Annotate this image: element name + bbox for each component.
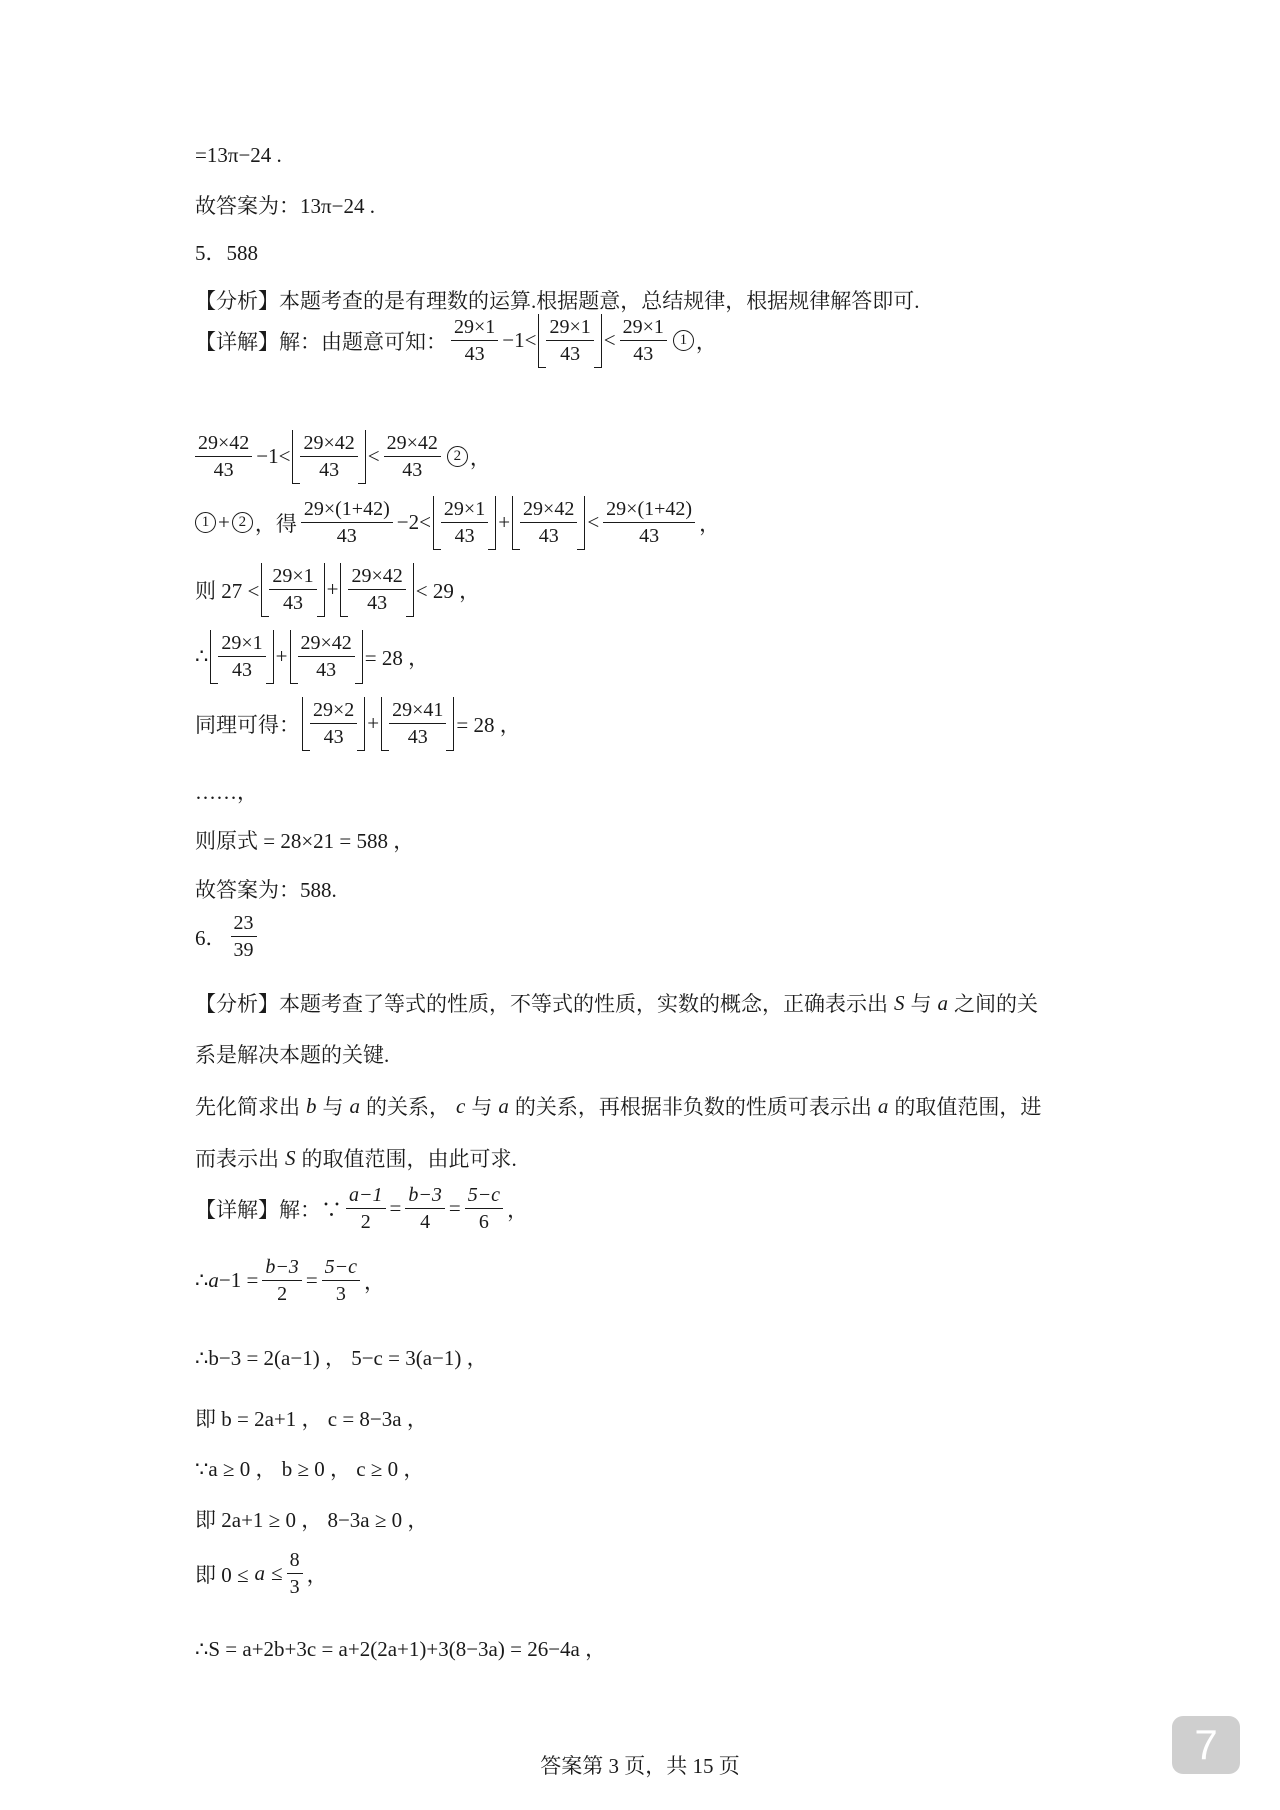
fraction: $\frac{29\times 1}{43}$ xyxy=(620,316,667,366)
problem-5-detail-line5: ∴ $\frac{29\times 1}{43}$ + $\frac{29\times 42}{43}$ = 28 ， xyxy=(195,630,429,684)
page-footer: 答案第 3 页，共 15 页 xyxy=(540,1754,740,1778)
fraction: $\frac{29\times(1+42)}{43}$ xyxy=(603,498,695,548)
floor-bracket: $\frac{29\times 1}{43}$ xyxy=(210,630,273,684)
fraction: $\frac{29\times 42}{43}$ xyxy=(384,432,441,482)
fraction: $\frac{23}{39}$ xyxy=(231,912,257,962)
floor-bracket: $\frac{29\times 1}{43}$ xyxy=(261,563,324,617)
floor-bracket: $\frac{29\times 42}{43}$ xyxy=(292,430,365,484)
problem-6-analysis-line2: 系是解决本题的关键. xyxy=(195,1043,390,1067)
floor-bracket: $\frac{29\times 1}{43}$ xyxy=(433,496,496,550)
floor-bracket: $\frac{29\times 42}{43}$ xyxy=(290,630,363,684)
problem-5-detail-line4: 则 27 < $\frac{29\times 1}{43}$ + $\frac{29\times 42}{43}$ < 29 ， xyxy=(195,563,480,617)
problem-5-result: 则原式 = 28×21 = 588 ， xyxy=(195,829,415,853)
problem-5-detail-line1: 【详解】解：由题意可知： $\frac{29\times 1}{43}$ −1< $\frac{29\times 1}{43}$ < $\frac{29\times 1}{43}$ 1 ， xyxy=(195,314,717,368)
problem-6-detail-line8: ∴S = a+2b+3c = a+2(2a+1)+3(8−3a) = 26−4a ， xyxy=(195,1637,607,1661)
problem-5-answer: 故答案为：588. xyxy=(195,878,337,902)
fraction: $\frac{29\times 1}{43}$ xyxy=(451,316,498,366)
floor-bracket: $\frac{29\times 41}{43}$ xyxy=(381,697,454,751)
problem-5-detail-line6: 同理可得： $\frac{29\times 2}{43}$ + $\frac{29\times 41}{43}$ = 28 ， xyxy=(195,697,521,751)
problem-6-detail-line7: 即 0 ≤ a ≤ $\frac{8}{3}$ ， xyxy=(195,1549,328,1599)
problem-6-detail-line3: ∴b−3 = 2(a−1) ， 5−c = 3(a−1) ， xyxy=(195,1346,488,1370)
problem-6-detail-line4: 即 b = 2a+1 ， c = 8−3a ， xyxy=(195,1407,428,1431)
problem-6-analysis-line3: 先化简求出 b 与 a 的关系， c 与 a 的关系，再根据非负数的性质可表示出 a 的取值范围，进 xyxy=(195,1093,1042,1119)
fraction: $\frac{8}{3}$ xyxy=(287,1549,303,1599)
fraction: $\frac{b-3}{4}$ xyxy=(405,1184,445,1234)
floor-bracket: $\frac{29\times 1}{43}$ xyxy=(538,314,601,368)
fraction: $\frac{5-c}{6}$ xyxy=(465,1184,503,1234)
problem-6-analysis-line4: 而表示出 S 的取值范围，由此可求. xyxy=(195,1145,517,1171)
problem-6-analysis-line1: 【分析】本题考查了等式的性质，不等式的性质，实数的概念，正确表示出 S 与 a 之间的关 xyxy=(195,990,1038,1016)
fraction: $\frac{5-c}{3}$ xyxy=(322,1256,360,1306)
problem-5-detail-line2: $\frac{29\times 42}{43}$ −1< $\frac{29\times 42}{43}$ < $\frac{29\times 42}{43}$ 2 ， xyxy=(195,430,491,484)
line-result: =13π−24 . xyxy=(195,143,282,167)
problem-6-heading: 6． $\frac{23}{39}$ xyxy=(195,912,261,962)
floor-bracket: $\frac{29\times 2}{43}$ xyxy=(302,697,365,751)
problem-5-detail-line3: 1 + 2 ，得 $\frac{29\times(1+42)}{43}$ −2< $\frac{29\times 1}{43}$ + $\frac{29\times 42}{43}$ < $\frac{29\times(1+42)}{43}$ ， xyxy=(195,496,720,550)
problem-6-detail-line1: 【详解】解：∵ $\frac{a-1}{2}$ = $\frac{b-3}{4}$ = $\frac{5-c}{6}$ ， xyxy=(195,1184,529,1234)
fraction: $\frac{29\times(1+42)}{43}$ xyxy=(301,498,393,548)
line-answer-4: 故答案为：13π−24 . xyxy=(195,194,375,218)
circled-number-2: 2 xyxy=(447,446,468,467)
problem-6-detail-line6: 即 2a+1 ≥ 0 ， 8−3a ≥ 0 ， xyxy=(195,1508,429,1532)
problem-5-ellipsis: ……， xyxy=(195,780,258,804)
floor-bracket: $\frac{29\times 42}{43}$ xyxy=(512,496,585,550)
circled-number-1: 1 xyxy=(673,330,694,351)
fraction: $\frac{a-1}{2}$ xyxy=(346,1184,386,1234)
problem-5-heading: 5．588 xyxy=(195,241,258,265)
fraction: $\frac{b-3}{2}$ xyxy=(262,1256,302,1306)
problem-5-analysis: 【分析】本题考查的是有理数的运算.根据题意，总结规律，根据规律解答即可. xyxy=(195,289,920,313)
fraction: $\frac{29\times 42}{43}$ xyxy=(195,432,252,482)
problem-6-detail-line5: ∵a ≥ 0 ， b ≥ 0 ， c ≥ 0 ， xyxy=(195,1457,425,1481)
page-number-badge: 7 xyxy=(1172,1716,1240,1774)
floor-bracket: $\frac{29\times 42}{43}$ xyxy=(340,563,413,617)
problem-6-detail-line2: ∴ a −1 = $\frac{b-3}{2}$ = $\frac{5-c}{3}$ ， xyxy=(195,1256,386,1306)
